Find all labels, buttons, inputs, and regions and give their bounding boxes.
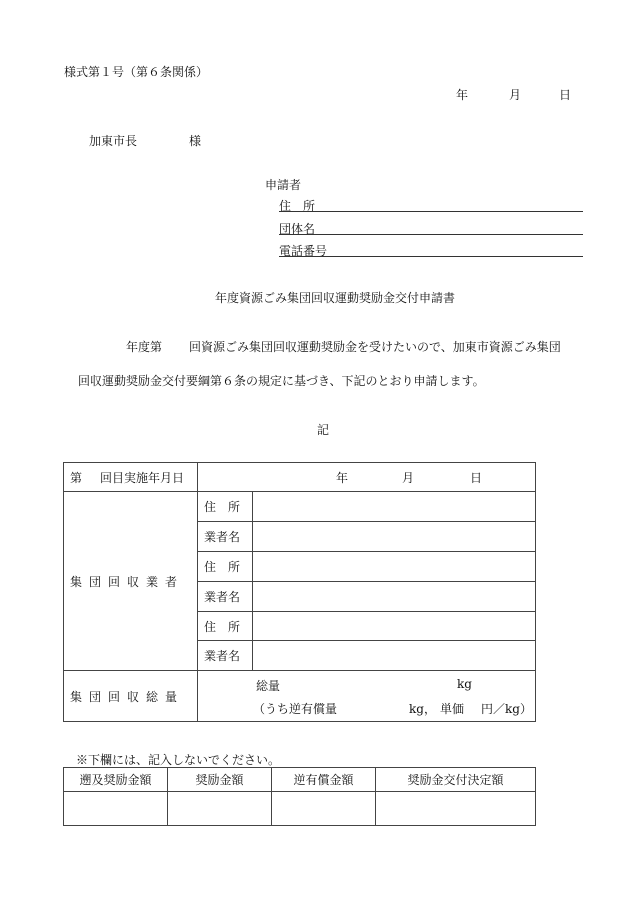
body-line1-rest: 回資源ごみ集団回収運動奨励金を受けたいので、加東市資源ごみ集団 — [189, 340, 561, 354]
addressee-honorific: 様 — [189, 134, 202, 148]
collector-3-name-label: 業者名 — [198, 641, 253, 671]
body-line2: 回収運動奨励金交付要綱第６条の規定に基づき、下記のとおり申請します。 — [78, 374, 485, 388]
body-line1-year: 年度第 — [126, 340, 163, 354]
date-row-year: 年 — [336, 470, 349, 485]
collector-3-address-label: 住 所 — [198, 612, 253, 641]
date-row-label-a: 第 — [70, 470, 83, 485]
value-reverse-paid-amount[interactable] — [272, 792, 376, 826]
total-value-cell[interactable] — [198, 671, 536, 722]
total-amount-label: 総量 — [256, 679, 281, 693]
applicant-phone-label: 電話番号 — [279, 244, 328, 258]
date-row — [64, 463, 536, 492]
collector-2-name-label: 業者名 — [198, 582, 253, 612]
date-day-label: 日 — [559, 88, 572, 102]
collector-1-address-label: 住 所 — [198, 492, 253, 522]
date-row-label-b: 回目実施年月日 — [100, 470, 185, 485]
office-use-note: ※下欄には、記入しないでください。 — [76, 753, 281, 767]
value-incentive-amount[interactable] — [168, 792, 272, 826]
collector-2-address-value[interactable] — [253, 552, 536, 582]
collector-2-name-value[interactable] — [253, 582, 536, 612]
date-row-month: 月 — [402, 470, 415, 485]
applicant-heading: 申請者 — [265, 178, 302, 192]
collector-1-name-label: 業者名 — [198, 522, 253, 552]
addressee-mayor: 加東市長 — [89, 134, 138, 148]
applicant-address-label: 住 所 — [279, 199, 316, 213]
form-number: 様式第１号（第６条関係） — [64, 65, 209, 79]
applicant-address-underline — [279, 211, 583, 212]
collector-label: 集団回収業者 — [64, 492, 198, 671]
applicant-group-label: 団体名 — [279, 222, 316, 236]
date-month-label: 月 — [509, 88, 522, 102]
unit-price-suffix: 円／kg） — [481, 702, 532, 716]
collector-3-name-value[interactable] — [253, 641, 536, 671]
unit-price-label: 単価 — [440, 702, 465, 716]
header-decision-amount: 奨励金交付決定額 — [376, 768, 536, 792]
collector-1-address-value[interactable] — [253, 492, 536, 522]
header-retroactive-amount: 遡及奨励金額 — [64, 768, 168, 792]
applicant-phone-underline — [279, 256, 583, 257]
header-incentive-amount: 奨励金額 — [168, 768, 272, 792]
ki-heading: 記 — [317, 423, 330, 437]
value-decision-amount[interactable] — [376, 792, 536, 826]
date-row-label — [64, 463, 198, 492]
reverse-paid-kg: kg， — [409, 702, 436, 716]
reverse-paid-prefix: （うち逆有償量 — [253, 702, 338, 716]
total-label: 集団回収総量 — [64, 671, 198, 722]
office-use-value-row — [64, 792, 536, 826]
collector-1-name-value[interactable] — [253, 522, 536, 552]
document-title: 年度資源ごみ集団回収運動奨励金交付申請書 — [215, 291, 456, 305]
total-kg-unit: kg — [457, 677, 472, 691]
value-retroactive-amount[interactable] — [64, 792, 168, 826]
date-year-label: 年 — [456, 88, 469, 102]
header-reverse-paid-amount: 逆有償金額 — [272, 768, 376, 792]
date-row-value-cell[interactable] — [198, 463, 536, 492]
main-table — [63, 462, 536, 722]
total-row — [64, 671, 536, 722]
collector-row-1-address — [64, 492, 536, 522]
office-use-table — [63, 767, 536, 826]
date-row-day: 日 — [470, 470, 483, 485]
collector-2-address-label: 住 所 — [198, 552, 253, 582]
applicant-group-underline — [279, 234, 583, 235]
collector-3-address-value[interactable] — [253, 612, 536, 641]
office-use-header-row — [64, 768, 536, 792]
